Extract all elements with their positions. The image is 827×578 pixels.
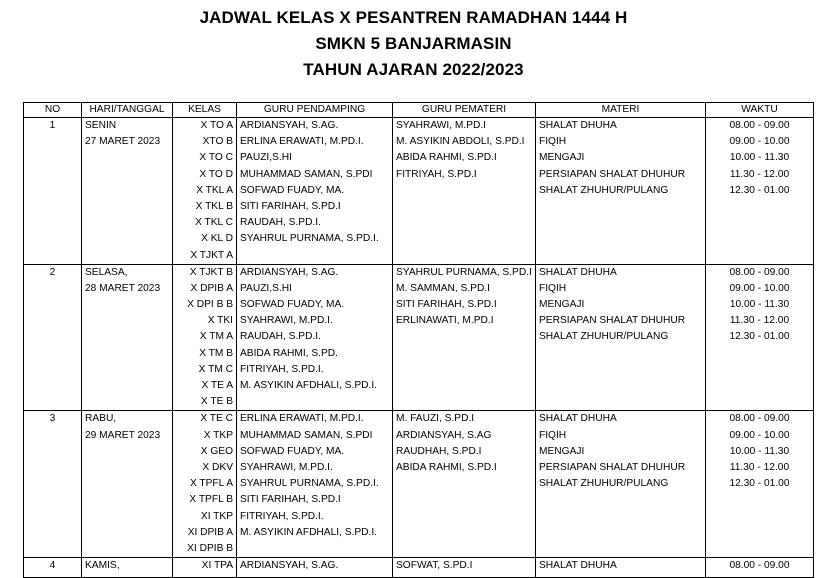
cell-companion-teacher-line: FITRIYAH, S.PD.I. [240,510,324,522]
row-number: 1 [49,120,56,131]
cell-class-line: X DPIB A [190,282,233,294]
cell-companion-teacher-line: FITRIYAH, S.PD.I. [240,363,324,375]
cell-time-line: 11.30 - 12.00 [729,315,790,327]
cell-time [706,118,814,265]
cell-presenter-teacher-line: ABIDA RAHMI, S.PD.I [396,461,497,473]
cell-material [536,411,706,558]
cell-companion-teacher-line: SYAHRAWI, M.PD.I. [240,315,333,327]
cell-presenter-teacher-line: M. FAUZI, S.PD.I [396,413,475,425]
cell-companion-teacher-line: SYAHRUL PURNAMA, S.PD.I. [240,478,379,490]
cell-class-line: XI TKP [200,510,233,522]
cell-companion-teacher-line: PAUZI,S.HI [240,282,292,294]
cell-material [536,264,706,411]
cell-companion-teacher [237,558,393,578]
cell-class-line: X TM C [198,363,233,375]
cell-class-line: XI DPIB A [187,526,233,538]
cell-companion-teacher-line: MUHAMMAD SAMAN, S.PDI [240,429,373,441]
cell-material-line: SHALAT ZHUHUR/PULANG [539,478,669,490]
cell-time-line: 08.00 - 09.00 [729,120,790,131]
title-line-3: TAHUN AJARAN 2022/2023 [303,60,524,79]
cell-presenter-teacher-line: ARDIANSYAH, S.AG [396,429,492,441]
cell-no [24,411,82,558]
cell-class-line: X TJKT A [190,249,233,261]
header-presenter-teacher: GURU PEMATERI [393,103,536,118]
cell-companion-teacher-line: SOFWAD FUADY, MA. [240,299,345,311]
cell-class-line: XTO B [202,136,233,148]
cell-class-line: X DKV [202,461,233,473]
table-row [24,118,814,265]
header-material: MATERI [536,103,706,118]
cell-companion-teacher-line: ERLINA ERAWATI, M.PD.I. [240,136,364,148]
cell-companion-teacher-line: ARDIANSYAH, S.AG. [240,266,339,278]
cell-companion-teacher-line: RAUDAH, S.PD.I. [240,331,321,343]
cell-presenter-teacher [393,118,536,265]
cell-class-line: X TKL C [195,217,233,229]
cell-class-line: X TPFL B [189,494,233,506]
table-header [24,103,814,118]
cell-time-line: 08.00 - 09.00 [729,560,790,572]
cell-companion-teacher [237,264,393,411]
cell-material-line: PERSIAPAN SHALAT DHUHUR [539,315,686,327]
cell-class-line: X KL D [201,233,233,245]
cell-day-date-line: RABU, [85,413,117,425]
cell-material-line: MENGAJI [539,152,585,164]
cell-presenter-teacher [393,264,536,411]
cell-class-line: XI DPIB B [187,542,233,554]
cell-day-date-line: SENIN [85,120,117,131]
table-body [24,118,814,578]
cell-presenter-teacher-line: M. ASYIKIN ABDOLI, S.PD.I [396,136,525,148]
title-line-1: JADWAL KELAS X PESANTREN RAMADHAN 1444 H [199,8,628,27]
cell-class-line: X TKP [203,429,233,441]
cell-no [24,264,82,411]
table-row [24,558,814,578]
cell-material [536,558,706,578]
cell-time-line: 12.30 - 01.00 [729,184,790,196]
document-title [0,5,827,83]
cell-material-line: FIQIH [539,136,567,148]
cell-time [706,558,814,578]
cell-companion-teacher-line: ERLINA ERAWATI, M.PD.I. [240,413,364,425]
cell-material-line: MENGAJI [539,445,585,457]
cell-companion-teacher-line: MUHAMMAD SAMAN, S.PDI [240,168,373,180]
cell-material-line: PERSIAPAN SHALAT DHUHUR [539,168,686,180]
cell-time-line: 09.00 - 10.00 [729,136,790,148]
cell-time-line: 12.30 - 01.00 [729,478,790,490]
cell-presenter-teacher-line: SITI FARIHAH, S.PD.I [396,299,497,311]
cell-presenter-teacher-line: RAUDHAH, S.PD.I [396,445,482,457]
cell-presenter-teacher-line: FITRIYAH, S.PD.I [396,168,477,180]
cell-presenter-teacher-line: ABIDA RAHMI, S.PD.I [396,152,497,164]
cell-time [706,411,814,558]
cell-time-line: 11.30 - 12.00 [729,168,790,180]
cell-class-line: X GEO [200,445,233,457]
cell-material-line: FIQIH [539,282,567,294]
header-companion-teacher: GURU PENDAMPING [237,103,393,118]
cell-class-line: X TKI [207,315,233,327]
cell-companion-teacher-line: ARDIANSYAH, S.AG. [240,560,339,572]
row-number: 3 [49,413,56,425]
cell-class-line: X TO D [199,168,233,180]
header-no: NO [24,103,82,118]
cell-class-line: X DPI B B [187,299,233,311]
cell-time-line: 10.00 - 11.30 [729,299,790,311]
table-row [24,264,814,411]
cell-companion-teacher-line: SOFWAD FUADY, MA. [240,184,345,196]
row-number: 4 [49,560,56,572]
cell-material [536,118,706,265]
cell-companion-teacher-line: SYAHRAWI, M.PD.I. [240,461,333,473]
cell-companion-teacher-line: ARDIANSYAH, S.AG. [240,120,339,131]
cell-class-line: X TM A [199,331,233,343]
cell-material-line: SHALAT DHUHA [539,560,617,572]
cell-time-line: 11.30 - 12.00 [729,461,790,473]
cell-day-date [82,558,173,578]
cell-companion-teacher-line: SITI FARIHAH, S.PD.I [240,494,341,506]
title-line-2: SMKN 5 BANJARMASIN [315,34,512,53]
cell-presenter-teacher [393,411,536,558]
cell-class-line: X TE B [200,396,233,408]
cell-time [706,264,814,411]
cell-day-date-line: 29 MARET 2023 [85,429,161,441]
cell-material-line: PERSIAPAN SHALAT DHUHUR [539,461,686,473]
cell-day-date [82,118,173,265]
table-row [24,411,814,558]
cell-class-line: X TO A [200,120,233,131]
cell-day-date [82,411,173,558]
cell-material-line: SHALAT DHUHA [539,413,617,425]
cell-class-line: X TKL B [195,200,233,212]
cell-class [173,264,237,411]
schedule-table [23,102,814,578]
cell-no [24,558,82,578]
cell-class [173,411,237,558]
cell-companion-teacher-line: PAUZI,S.HI [240,152,292,164]
cell-day-date-line: 28 MARET 2023 [85,282,161,294]
cell-material-line: FIQIH [539,429,567,441]
cell-class-line: XI TPA [201,560,233,572]
cell-companion-teacher [237,411,393,558]
cell-presenter-teacher-line: ERLINAWATI, M.PD.I [396,315,494,327]
cell-companion-teacher [237,118,393,265]
cell-day-date-line: SELASA, [85,266,128,278]
header-class: KELAS [173,103,237,118]
row-number: 2 [49,266,56,278]
cell-time-line: 09.00 - 10.00 [729,429,790,441]
cell-material-line: SHALAT ZHUHUR/PULANG [539,184,669,196]
cell-companion-teacher-line: ABIDA RAHMI, S.PD. [240,347,338,359]
cell-time-line: 10.00 - 11.30 [729,152,790,164]
cell-class [173,118,237,265]
cell-time-line: 10.00 - 11.30 [729,445,790,457]
cell-time-line: 08.00 - 09.00 [729,413,790,425]
cell-presenter-teacher-line: SOFWAT, S.PD.I [396,560,473,572]
cell-class-line: X TO C [199,152,233,164]
cell-day-date-line: KAMIS, [85,560,120,572]
cell-presenter-teacher-line: SYAHRAWI, M.PD.I [396,120,486,131]
cell-class-line: X TE A [201,380,233,391]
cell-material-line: SHALAT ZHUHUR/PULANG [539,331,669,343]
header-time: WAKTU [706,103,814,118]
cell-class [173,558,237,578]
cell-time-line: 08.00 - 09.00 [729,266,790,278]
cell-day-date [82,264,173,411]
cell-companion-teacher-line: SITI FARIHAH, S.PD.I [240,200,341,212]
cell-presenter-teacher-line: M. SAMMAN, S.PD.I [396,282,490,294]
cell-material-line: SHALAT DHUHA [539,120,617,131]
cell-companion-teacher-line: SOFWAD FUADY, MA. [240,445,345,457]
cell-companion-teacher-line: M. ASYIKIN AFDHALI, S.PD.I. [240,380,378,391]
cell-companion-teacher-line: RAUDAH, S.PD.I. [240,217,321,229]
cell-time-line: 12.30 - 01.00 [729,331,790,343]
header-row [24,103,814,118]
cell-material-line: MENGAJI [539,299,585,311]
cell-companion-teacher-line: M. ASYIKIN AFDHALI, S.PD.I. [240,526,378,538]
cell-no [24,118,82,265]
cell-material-line: SHALAT DHUHA [539,266,617,278]
cell-presenter-teacher [393,558,536,578]
cell-class-line: X TJKT B [189,266,233,278]
cell-companion-teacher-line: SYAHRUL PURNAMA, S.PD.I. [240,233,379,245]
cell-presenter-teacher-line: SYAHRUL PURNAMA, S.PD.I [396,266,532,278]
header-day-date: HARI/TANGGAL [82,103,173,118]
cell-time-line: 09.00 - 10.00 [729,282,790,294]
cell-class-line: X TM B [199,347,233,359]
cell-class-line: X TE C [200,413,233,425]
cell-class-line: X TKL A [196,184,233,196]
cell-class-line: X TPFL A [189,478,233,490]
cell-day-date-line: 27 MARET 2023 [85,136,161,148]
